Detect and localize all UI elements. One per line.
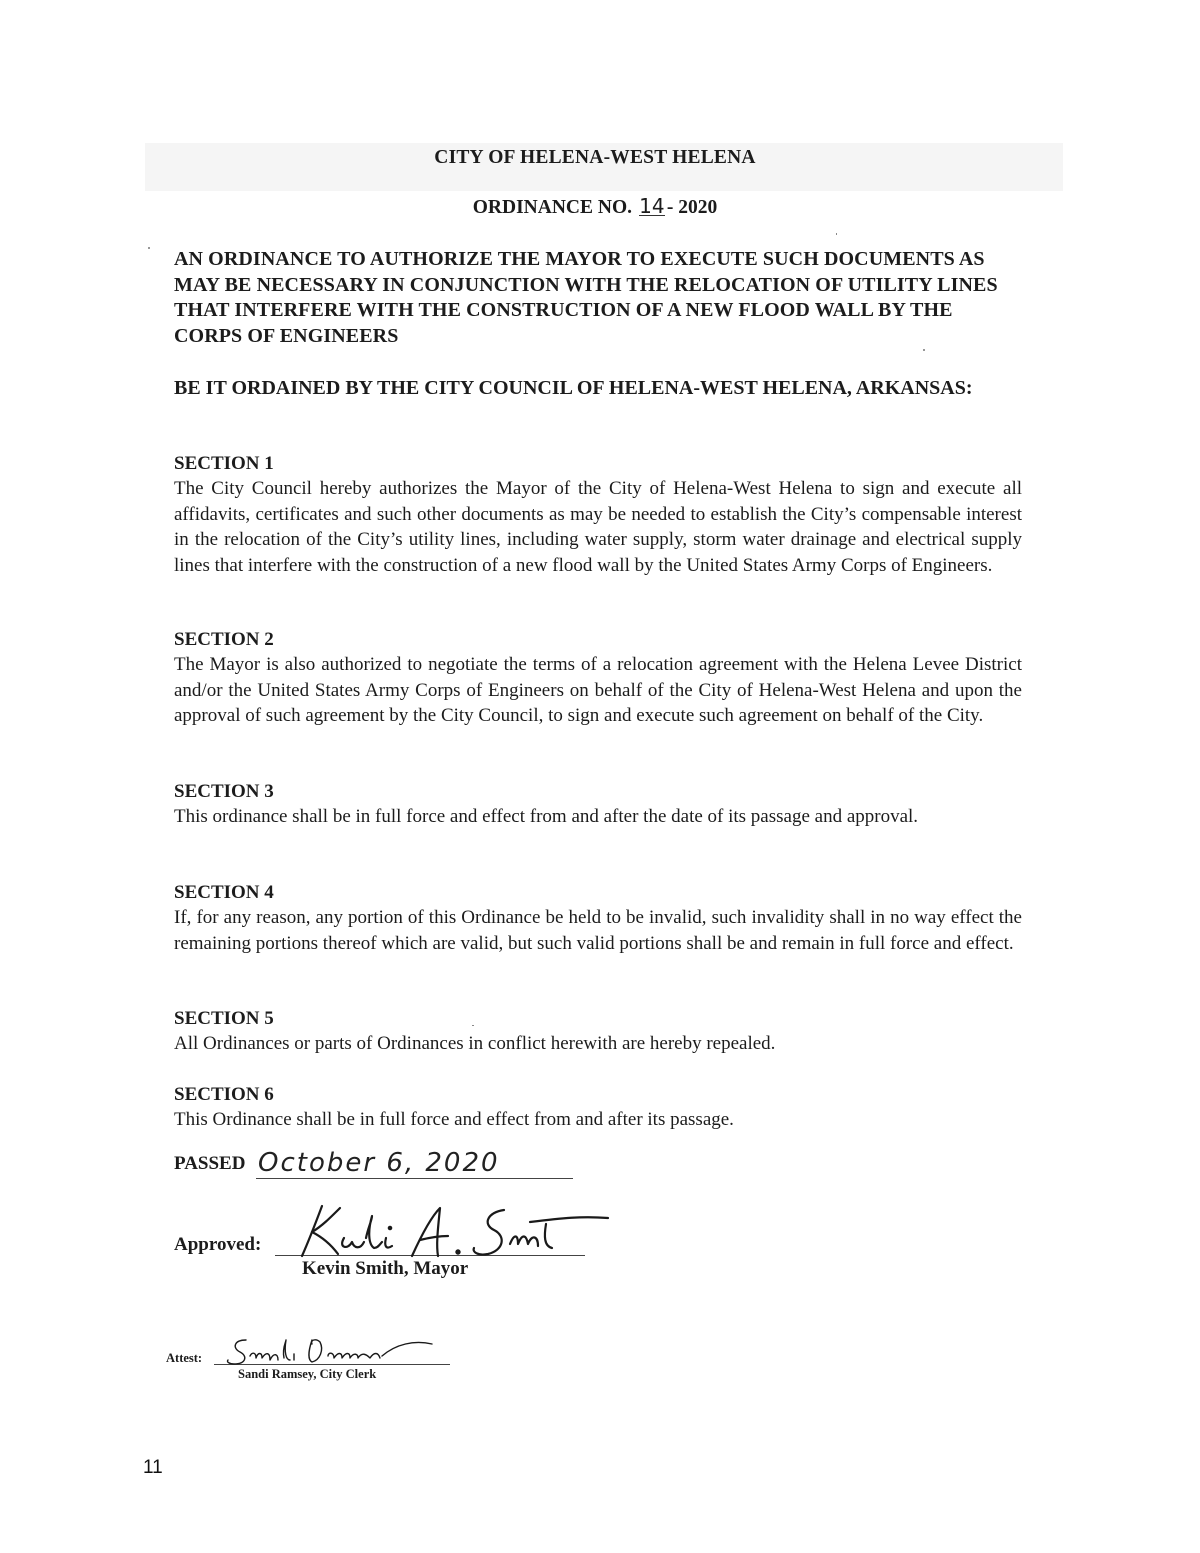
section-2 [174,627,1022,729]
section-heading: SECTION 4 [174,882,274,903]
section-body: All Ordinances or parts of Ordinances in conflict herewith are hereby repealed. [174,1033,776,1054]
scan-speck [836,233,837,235]
page-number: 11 [143,1457,163,1478]
section-body: The City Council hereby authorizes the Mayor of the City of Helena-West Helena to sign and execute all affidavits, certificates and such other documents as may be needed to establish the City’s compensable interest in the relocation of the City’s utility lines, including water supply, storm water drainage and electrical supply lines that interfere with the construction of a new flood wall by the United States Army Corps of Engineers. [174,478,1022,576]
section-heading: SECTION 6 [174,1084,274,1105]
section-heading: SECTION 3 [174,781,274,802]
clerk-signature [224,1334,434,1370]
section-5 [174,1006,1022,1057]
passed-date-handwritten: October 6, 2020 [256,1148,573,1179]
attest-label: Attest: [166,1351,203,1365]
passed-label: PASSED [174,1153,246,1174]
scan-speck [148,247,150,249]
city-title: CITY OF HELENA-WEST HELENA [434,147,756,168]
ordinance-year: - 2020 [666,197,718,218]
ordinance-title: AN ORDINANCE TO AUTHORIZE THE MAYOR TO EXECUTE SUCH DOCUMENTS AS MAY BE NECESSARY IN CONJUNCTION WITH THE RELOCATION OF UTILITY LINES THAT INTERFERE WITH THE CONSTRUCTION OF A NEW FLOOD WALL BY THE CORPS OF ENGINEERS [174,248,998,347]
section-heading: SECTION 2 [174,629,274,650]
section-1 [174,451,1022,578]
section-3 [174,779,1022,830]
ordinance-number-line [0,194,1190,219]
section-heading: SECTION 1 [174,453,274,474]
section-body: This Ordinance shall be in full force and effect from and after its passage. [174,1109,734,1130]
mayor-name: Kevin Smith, Mayor [302,1258,469,1279]
section-heading: SECTION 5 [174,1008,274,1029]
approved-label: Approved: [174,1234,262,1255]
section-body: The Mayor is also authorized to negotiate the terms of a relocation agreement with the Helena Levee District and/or the United States Army Corps of Engineers on behalf of the City of Helena-West Helena and upon the approval of such agreement by the City Council, to sign and execute such agreement on behalf of the City. [174,654,1022,726]
section-6 [174,1082,1022,1133]
scan-speck [923,349,925,351]
ordinance-number-handwritten: 14 [639,194,665,218]
ordained-clause: BE IT ORDAINED BY THE CITY COUNCIL OF HELENA-WEST HELENA, ARKANSAS: [174,377,973,399]
section-body: If, for any reason, any portion of this Ordinance be held to be invalid, such invalidity shall in no way effect the remaining portions thereof which are valid, but such valid portions shall be and remain in full force and effect. [174,907,1022,954]
section-body: This ordinance shall be in full force and effect from and after the date of its passage and approval. [174,806,919,827]
scan-speck [472,1025,474,1026]
ordinance-prefix: ORDINANCE NO. [472,197,632,218]
clerk-name: Sandi Ramsey, City Clerk [238,1367,377,1381]
section-4 [174,880,1022,956]
